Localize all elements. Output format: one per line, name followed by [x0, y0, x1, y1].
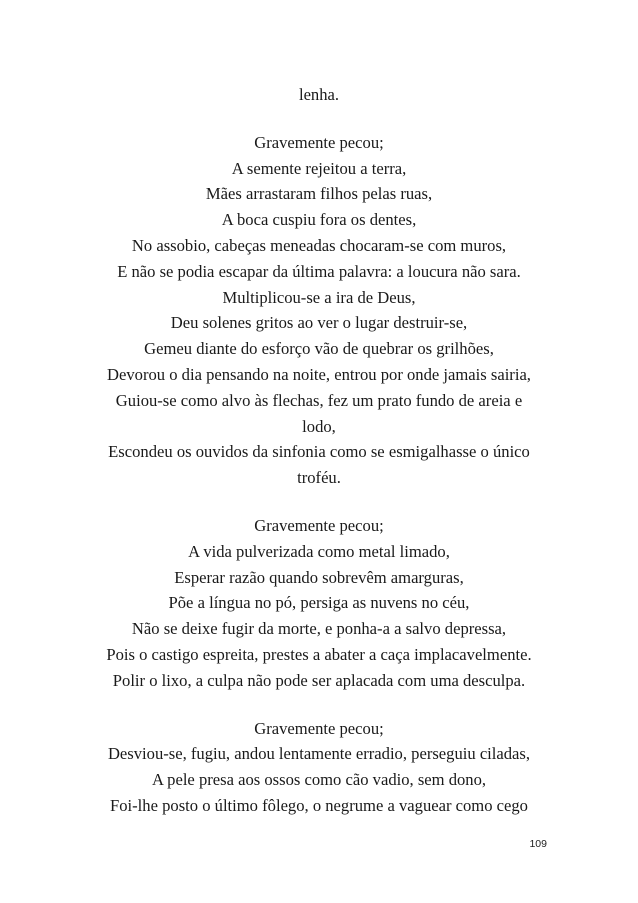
poem-line: Gravemente pecou;	[254, 515, 384, 535]
poem-line: Gravemente pecou;	[254, 718, 384, 738]
poem-text	[70, 82, 568, 819]
poem-line: Põe a língua no pó, persiga as nuvens no céu,	[168, 593, 470, 613]
poem-line: A semente rejeitou a terra,	[231, 158, 407, 178]
poem-line: Deu solenes gritos ao ver o lugar destruir-se,	[170, 313, 468, 333]
stanza-gap	[70, 108, 568, 130]
poem-line: Mães arrastaram filhos pelas ruas,	[205, 184, 433, 204]
poem-line: Multiplicou-se a ira de Deus,	[222, 287, 416, 307]
poem-line: No assobio, cabeças meneadas chocaram-se com muros,	[131, 235, 507, 255]
stanza-gap	[70, 491, 568, 513]
poem-line: Foi-lhe posto o último fôlego, o negrume a vaguear como cego	[110, 795, 528, 815]
page-number: 109	[529, 838, 547, 850]
poem-line: A pele presa aos ossos como cão vadio, sem dono,	[151, 770, 487, 790]
poem-line: E não se podia escapar da última palavra: a loucura não sara.	[117, 261, 521, 281]
poem-line: A boca cuspiu fora os dentes,	[221, 210, 417, 230]
poem-line: Guiou-se como alvo às flechas, fez um prato fundo de areia e	[115, 390, 523, 410]
poem-line: Gravemente pecou;	[254, 132, 384, 152]
poem-line: troféu.	[297, 468, 341, 488]
poem-line: lodo,	[302, 416, 336, 436]
poem-line: Pois o castigo espreita, prestes a abater a caça implacavelmente.	[106, 644, 532, 664]
poem-line: A vida pulverizada como metal limado,	[188, 541, 450, 561]
poem-line: Escondeu os ouvidos da sinfonia como se esmigalhasse o único	[108, 442, 530, 462]
poem-line: Gemeu diante do esforço vão de quebrar os grilhões,	[144, 339, 494, 359]
poem-line: Desviou-se, fugiu, andou lentamente erradio, perseguiu ciladas,	[107, 744, 531, 764]
poem-line: lenha.	[298, 85, 340, 104]
poem-line: Esperar razão quando sobrevêm amarguras,	[174, 567, 464, 587]
poem-line: Polir o lixo, a culpa não pode ser aplacada com uma desculpa.	[112, 670, 526, 690]
stanza-gap	[70, 694, 568, 716]
poem-line: Devorou o dia pensando na noite, entrou por onde jamais sairia,	[107, 364, 531, 384]
poem-line: Não se deixe fugir da morte, e ponha-a a salvo depressa,	[131, 619, 507, 639]
